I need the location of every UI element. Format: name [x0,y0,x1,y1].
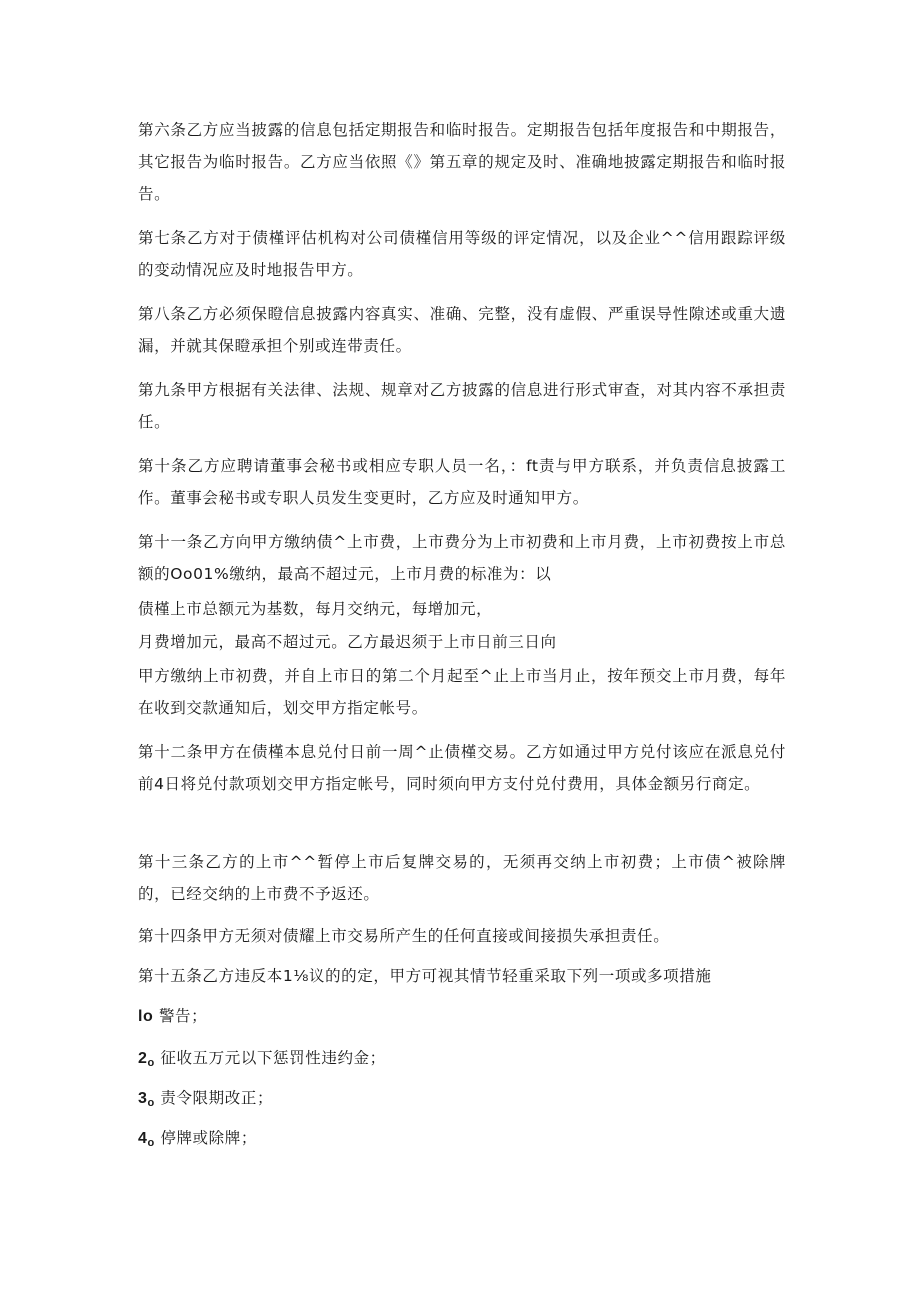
article-9: 第九条甲方根据有关法律、法规、规章对乙方披露的信息进行形式审查，对其内容不承担责任。 [138,381,786,431]
article-11-cont-3: 甲方缴纳上市初费，并自上市日的第二个月起至^止上市当月止，按年预交上市月费，每年在收到交款通知后，划交甲方指定帐号。 [138,667,786,717]
measure-number: 2 [138,1050,148,1067]
measure-item [138,1000,207,1033]
measure-text: 责令限期改正； [160,1089,274,1107]
measure-suffix: o [147,1057,155,1069]
article-10: 第十条乙方应聘请董事会秘书或相应专职人员一名，：ft责与甲方联系，并负责信息披露工作。董事会秘书或专职人员发生变更时，乙方应及时通知甲方。 [138,457,786,507]
article-11: 第十一条乙方向甲方缴纳债^上市费，上市费分为上市初费和上市月费，上市初费按上市总额的Oo01%缴纳，最高不超过元，上市月费的标准为：以 [138,533,786,583]
measure-item [138,1082,273,1119]
article-11-cont-1: 债槿上市总额元为基数，每月交纳元，每增加元， [138,600,493,618]
measure-text: 停牌或除牌； [160,1129,257,1147]
measure-item [138,1122,257,1159]
article-11-cont-2: 月费增加元，最高不超过元。乙方最迟须于上市日前三日向 [138,633,557,651]
article-7: 第七条乙方对于债槿评估机构对公司债槿信用等级的评定情况，以及企业^^信用跟踪评级的变动情况应及时地报告甲方。 [138,229,786,279]
article-8: 第八条乙方必须保瞪信息披露内容真实、准确、完整，没有虚假、严重误导性隙述或重大遗漏，并就其保瞪承担个别或连带责任。 [138,305,786,355]
measure-number: 4 [138,1130,148,1147]
measure-number: 3 [138,1090,148,1107]
article-12: 第十二条甲方在债槿本息兑付日前一周^止债槿交易。乙方如通过甲方兑付该应在派息兑付前4日将兑付款项划交甲方指定帐号，同时须向甲方支付兑付费用，具体金额另行商定。 [138,743,786,793]
measure-number: lo [138,1008,154,1025]
article-13: 第十三条乙方的上市^^暂停上市后复牌交易的，无须再交纳上市初费；上市债^被除牌的，已经交纳的上市费不予返还。 [138,853,786,903]
measure-text: 警告； [158,1007,208,1025]
article-15: 第十五条乙方违反本1⅛议的的定，甲方可视其情节轻重采取下列一项或多项措施 [138,967,712,985]
article-6: 第六条乙方应当披露的信息包括定期报告和临时报告。定期报告包括年度报告和中期报告，其它报告为临时报告。乙方应当依照《》第五章的规定及时、准确地披露定期报告和临时报告。 [138,121,786,203]
article-14: 第十四条甲方无须对债耀上市交易所产生的任何直接或间接损失承担责任。 [138,927,670,945]
measure-suffix: o [147,1137,155,1149]
measure-suffix: o [147,1097,155,1109]
measure-text: 征收五万元以下惩罚性违约金； [160,1049,386,1067]
measure-item [138,1042,386,1079]
